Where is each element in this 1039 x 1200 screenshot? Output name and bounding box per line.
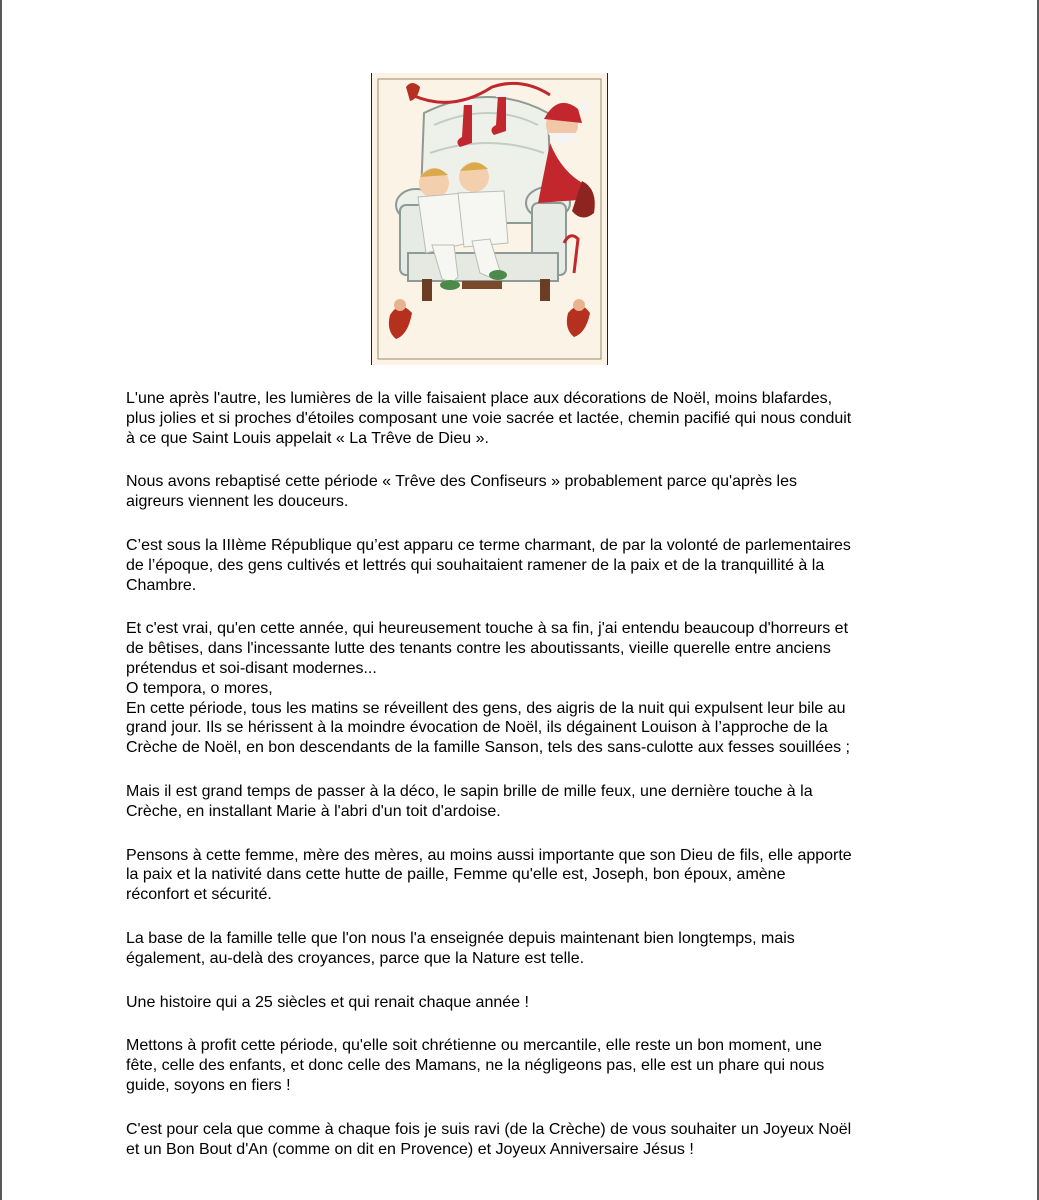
- paragraph: La base de la famille telle que l'on nous l'a enseignée depuis maintenant bien longtemps, mais également, au-delà des croyances, parce que la Nature est telle.: [126, 929, 795, 967]
- paragraph: C'est pour cela que comme à chaque fois je suis ravi (de la Crèche) de vous souhaiter un Joyeux Noël et un Bon Bout d'An (comme on dit en Provence) et Joyeux Anniversaire Jésus !: [126, 1120, 852, 1158]
- paragraph: Mais il est grand temps de passer à la déco, le sapin brille de mille feux, une dernière touche à la Crèche, en installant Marie à l'abri d'un toit d'ardoise.: [126, 782, 813, 820]
- paragraph: Et c'est vrai, qu'en cette année, qui heureusement touche à sa fin, j'ai entendu beaucoup d'horreurs et de bêtises, dans l'incessante lutte des tenants contre les aboutissants, vieille querelle entre anciens prétendus et soi-disant modernes... O tempora, o mores, En cette période, tous les matins se réveillent des gens, des aigris de la nuit qui expulsent leur bile au grand jour. Ils se hérissent à la moindre évocation de Noël, ils dégainent Louison à l’approche de la Crèche de Noël, en bon descendants de la famille Sanson, tels des sans-culotte aux fesses souillées ;: [126, 620, 850, 757]
- article-body: [126, 389, 926, 1183]
- paragraph: Une histoire qui a 25 siècles et qui renait chaque année !: [126, 993, 529, 1011]
- paragraph: Nous avons rebaptisé cette période « Trêve des Confiseurs » probablement parce qu'après les aigreurs viennent les douceurs.: [126, 473, 797, 511]
- paragraph: Mettons à profit cette période, qu'elle soit chrétienne ou mercantile, elle reste un bon moment, une fête, celle des enfants, et donc celle des Mamans, ne la négligeons pas, elle est un phare qui nous guide, soyons en fiers !: [126, 1037, 825, 1094]
- paragraph: L'une après l'autre, les lumières de la ville faisaient place aux décorations de Noël, moins blafardes, plus jolies et si proches d'étoiles composant une voie sacrée et lactée, chemin pacifié qui nous conduit à ce que Saint Louis appelait « La Trêve de Dieu ».: [126, 390, 852, 447]
- christmas-illustration: [371, 73, 608, 365]
- page-edge-left: [0, 0, 2, 1200]
- paragraph: C’est sous la IIIème République qu’est apparu ce terme charmant, de par la volonté de parlementaires de l’époque, des gens cultivés et lettrés qui souhaitaient ramener de la paix et de la tranquillité à la Chambre.: [126, 536, 851, 594]
- paragraph: Pensons à cette femme, mère des mères, au moins aussi importante que son Dieu de fils, elle apporte la paix et la nativité dans cette hutte de paille, Femme qu'elle est, Joseph, bon époux, amène réconfort et sécurité.: [126, 846, 852, 904]
